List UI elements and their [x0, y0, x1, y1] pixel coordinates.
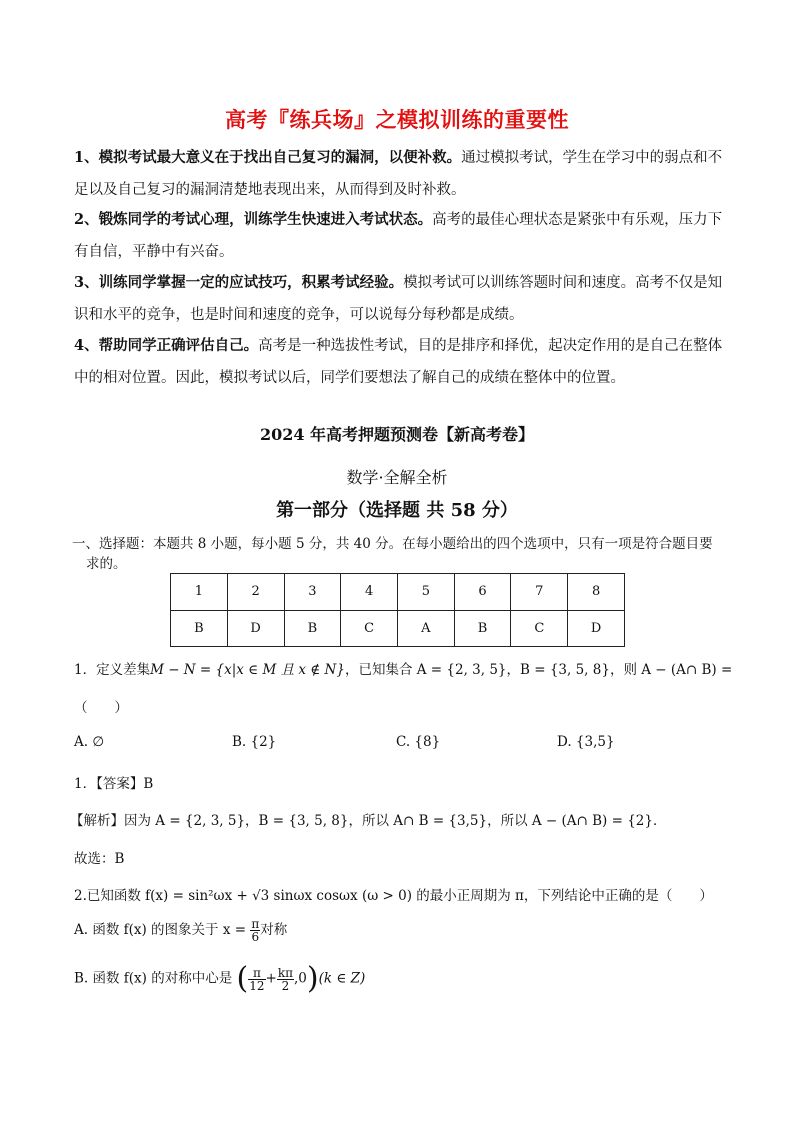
q1-option-b: B. {2}: [232, 734, 277, 750]
q1-answer: 1．【答案】B: [74, 776, 154, 792]
table-cell: C: [511, 610, 568, 647]
left-paren-glyph: (: [236, 961, 249, 996]
q2-stem: 2.已知函数 f(x) = sin²ωx + √3 sinωx cosωx (ω > 0) 的最小正周期为 π，下列结论中正确的是（ ）: [74, 888, 713, 904]
table-cell: A: [397, 610, 454, 647]
point-4-bold: 4、帮助同学正确评估自己。: [74, 337, 259, 354]
q1-given: ，已知集合 A = {2, 3, 5}，B = {3, 5, 8}，则 A − (A∩ B) =: [344, 662, 733, 678]
answer-table: [170, 573, 625, 647]
q2-option-b-tail: ,0: [294, 970, 307, 987]
fraction-denominator: 2: [281, 978, 290, 993]
q1-definition: M − N = {x|x ∈ M 且 x ∉ N}: [150, 662, 345, 678]
point-1-bold: 1、模拟考试最大意义在于找出自己复习的漏洞，以便补救。: [74, 149, 462, 166]
point-3-bold: 3、训练同学掌握一定的应试技巧，积累考试经验。: [74, 274, 404, 291]
q1-conclusion: 故选：B: [74, 851, 125, 867]
table-cell: 2: [227, 574, 284, 611]
point-2: [74, 204, 726, 268]
point-1-text: 通过模拟考试，学生在学习中的弱点和不足以及自己复习的漏洞清楚地表现出来，从而得到及时补救。: [74, 150, 723, 198]
point-1: [74, 142, 726, 206]
point-2-bold: 2、锻炼同学的考试心理，训练学生快速进入考试状态。: [74, 211, 433, 228]
q1-option-a: A. ∅: [74, 734, 105, 750]
part-title: 第一部分（选择题 共 58 分）: [276, 500, 518, 521]
table-cell: 5: [397, 574, 454, 611]
right-paren-glyph: ): [306, 961, 319, 996]
table-cell: C: [341, 610, 398, 647]
q1-option-d: D. {3,5}: [557, 734, 615, 750]
section-instructions: [72, 534, 732, 574]
subject-title: 数学·全解全析: [346, 468, 448, 487]
table-cell: D: [568, 610, 625, 647]
table-cell: 4: [341, 574, 398, 611]
fraction-k-pi-over-2: [277, 967, 294, 992]
fraction-numerator: π: [251, 917, 260, 931]
fraction-denominator: 12: [249, 978, 265, 993]
q2-option-a-prefix: A. 函数 f(x) 的图象关于 x =: [74, 922, 247, 938]
exam-title: 2024 年高考押题预测卷【新高考卷】: [259, 425, 535, 444]
q2-option-b-prefix: B. 函数 f(x) 的对称中心是: [74, 970, 233, 987]
point-2-text: 高考的最佳心理状态是紧张中有乐观，压力下有自信，平静中有兴奋。: [74, 212, 723, 260]
point-3: [74, 267, 726, 331]
fraction-numerator: π: [248, 967, 265, 980]
q2-option-a-suffix: 对称: [260, 922, 288, 938]
table-cell: 7: [511, 574, 568, 611]
answer-table-answers-row: [171, 610, 625, 647]
point-3-text: 模拟考试可以训练答题时间和速度。高考不仅是知识和水平的竞争，也是时间和速度的竞争，可以说每分每秒都是成绩。: [74, 275, 723, 323]
q1-option-c: C. {8}: [396, 734, 441, 750]
fraction-numerator: kπ: [277, 965, 294, 980]
fraction-pi-over-6: [250, 918, 260, 943]
point-4: [74, 330, 726, 394]
q2-option-b: B. 函数 f(x) 的对称中心是 ( $\frac{\pi}{12}$ + $\frac{k\pi}{2}$ ,0)(k ∈ Z): [74, 961, 366, 996]
page-title: 高考『练兵场』之模拟训练的重要性: [225, 108, 569, 132]
table-cell: D: [227, 610, 284, 647]
instructions-line-1: 一、选择题：本题共 8 小题，每小题 5 分，共 40 分。在每小题给出的四个选项中，只有一项是符合题目要: [72, 536, 713, 552]
table-cell: 6: [454, 574, 511, 611]
q2-option-b-suffix: (k ∈ Z): [318, 970, 366, 987]
table-cell: B: [454, 610, 511, 647]
fraction-pi-over-12: [248, 967, 265, 992]
q1-analysis: 【解析】因为 A = {2, 3, 5}，B = {3, 5, 8}，所以 A∩ B = {3,5}，所以 A − (A∩ B) = {2}．: [70, 813, 667, 829]
point-4-text: 高考是一种选拔性考试，目的是排序和择优，起决定作用的是自己在整体中的相对位置。因此，模拟考试以后，同学们要想法了解自己的成绩在整体中的位置。: [74, 338, 723, 386]
fraction-denominator: 6: [251, 930, 260, 944]
q1-stem-prefix: 1．定义差集: [74, 662, 151, 678]
instructions-line-2: 求的。: [86, 556, 127, 572]
table-cell: B: [171, 610, 228, 647]
table-cell: B: [284, 610, 341, 647]
q1-stem: [74, 658, 732, 678]
table-cell: 3: [284, 574, 341, 611]
table-cell: 1: [171, 574, 228, 611]
table-cell: 8: [568, 574, 625, 611]
q2-option-a: [74, 918, 287, 943]
q1-paren: （ ）: [74, 700, 128, 716]
answer-table-numbers-row: [171, 574, 625, 611]
